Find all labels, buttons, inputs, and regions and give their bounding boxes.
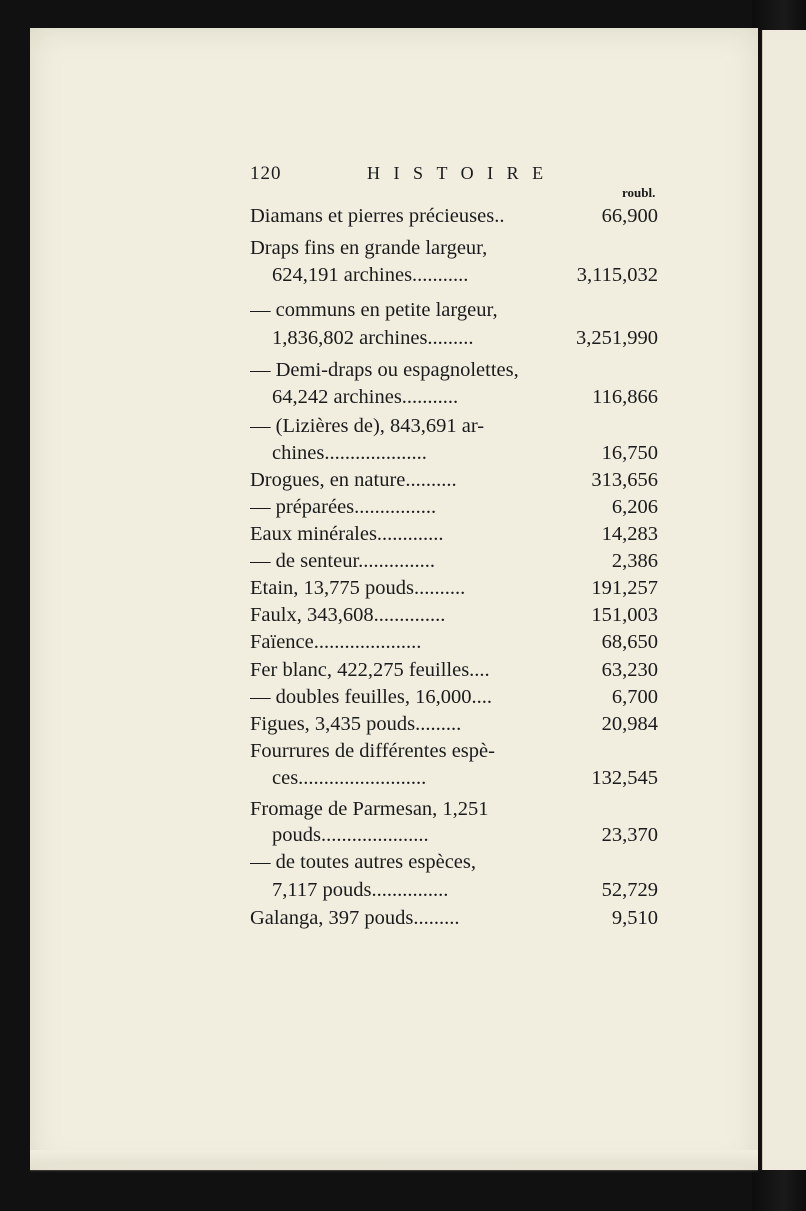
list-item bbox=[250, 494, 668, 520]
list-item bbox=[250, 657, 668, 683]
list-item bbox=[272, 325, 668, 351]
item-label: 624,191 archines........... bbox=[272, 264, 469, 286]
item-label: — de toutes autres espèces, bbox=[250, 851, 476, 873]
list-item bbox=[250, 796, 668, 822]
item-value: 2,386 bbox=[611, 550, 658, 572]
item-label: pouds..................... bbox=[272, 824, 429, 846]
item-label: Etain, 13,775 pouds.......... bbox=[250, 577, 466, 599]
item-label: — (Lizières de), 843,691 ar- bbox=[250, 415, 485, 437]
list-item bbox=[250, 711, 668, 737]
item-label: — de senteur............... bbox=[250, 550, 436, 572]
item-value: 9,510 bbox=[611, 907, 658, 929]
list-item bbox=[250, 467, 668, 493]
list-item bbox=[250, 235, 668, 261]
list-item bbox=[250, 357, 668, 383]
list-item bbox=[250, 629, 668, 655]
list-item bbox=[250, 297, 668, 323]
page-deckle-edge bbox=[30, 1150, 758, 1172]
page-header bbox=[250, 163, 560, 187]
item-label: ces......................... bbox=[272, 767, 427, 789]
item-value: 313,656 bbox=[591, 469, 658, 491]
unit-label: roubl. bbox=[622, 185, 656, 200]
item-label: Faulx, 343,608.............. bbox=[250, 604, 446, 626]
running-head: HISTOIRE bbox=[367, 163, 557, 183]
item-label: Draps fins en grande largeur, bbox=[250, 237, 488, 259]
item-label: 64,242 archines........... bbox=[272, 386, 459, 408]
list-item bbox=[272, 384, 668, 410]
item-value: 151,003 bbox=[591, 604, 658, 626]
page-number: 120 bbox=[250, 163, 282, 184]
item-value: 6,206 bbox=[611, 496, 658, 518]
item-value: 14,283 bbox=[601, 523, 658, 545]
item-value: 63,230 bbox=[601, 659, 658, 681]
item-label: Faïence..................... bbox=[250, 631, 422, 653]
item-label: Fromage de Parmesan, 1,251 bbox=[250, 798, 489, 820]
list-item bbox=[272, 822, 668, 848]
item-label: — communs en petite largeur, bbox=[250, 299, 498, 321]
list-item bbox=[250, 203, 668, 229]
list-item bbox=[272, 765, 668, 791]
list-item bbox=[250, 413, 668, 439]
list-item bbox=[250, 602, 668, 628]
item-value: 132,545 bbox=[591, 767, 658, 789]
item-label: — doubles feuilles, 16,000.... bbox=[250, 686, 492, 708]
item-value: 52,729 bbox=[601, 879, 658, 901]
next-page-edge bbox=[762, 30, 806, 1170]
list-item bbox=[250, 548, 668, 574]
item-value: 20,984 bbox=[601, 713, 658, 735]
item-label: Eaux minérales............. bbox=[250, 523, 444, 545]
item-value: 3,115,032 bbox=[576, 264, 658, 286]
item-label: chines.................... bbox=[272, 442, 427, 464]
item-label: Diamans et pierres précieuses.. bbox=[250, 205, 505, 227]
item-label: Fourrures de différentes espè- bbox=[250, 740, 495, 762]
list-item bbox=[250, 849, 668, 875]
item-value: 6,700 bbox=[611, 686, 658, 708]
list-item bbox=[250, 521, 668, 547]
item-value: 191,257 bbox=[591, 577, 658, 599]
list-item bbox=[250, 684, 668, 710]
list-item bbox=[272, 877, 668, 903]
item-value: 3,251,990 bbox=[576, 327, 658, 349]
item-label: Fer blanc, 422,275 feuilles.... bbox=[250, 659, 490, 681]
item-value: 23,370 bbox=[601, 824, 658, 846]
item-label: Drogues, en nature.......... bbox=[250, 469, 457, 491]
list-item bbox=[272, 262, 668, 288]
item-label: 7,117 pouds............... bbox=[272, 879, 449, 901]
item-label: Figues, 3,435 pouds......... bbox=[250, 713, 462, 735]
list-item bbox=[250, 905, 668, 931]
item-value: 116,866 bbox=[592, 386, 658, 408]
item-label: — préparées................ bbox=[250, 496, 437, 518]
item-label: Galanga, 397 pouds......... bbox=[250, 907, 460, 929]
item-label: — Demi-draps ou espagnolettes, bbox=[250, 359, 519, 381]
item-value: 68,650 bbox=[601, 631, 658, 653]
list-item bbox=[250, 575, 668, 601]
item-value: 16,750 bbox=[601, 442, 658, 464]
item-label: 1,836,802 archines......... bbox=[272, 327, 474, 349]
list-item bbox=[250, 738, 668, 764]
list-item bbox=[272, 440, 668, 466]
item-value: 66,900 bbox=[601, 205, 658, 227]
